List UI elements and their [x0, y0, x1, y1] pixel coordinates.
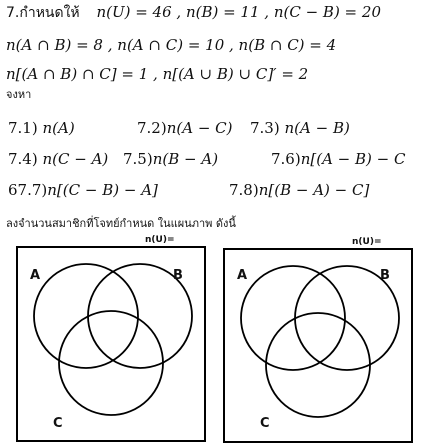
question-7-5: 7.5)n(B − A): [123, 150, 219, 168]
venn-diagram-2: [223, 248, 413, 443]
set-label-c: C: [260, 416, 270, 431]
given-line-1: [6, 3, 381, 22]
question-7-8: 7.8)n[(B − A) − C]: [229, 181, 370, 199]
set-label-c: C: [53, 416, 63, 431]
problem-prefix: 7.กำหนดให้: [6, 5, 80, 21]
circle-a: [241, 266, 345, 370]
question-7-7: 67.7)n[(C − B) − A]: [8, 181, 158, 199]
set-label-b: B: [380, 268, 390, 283]
circle-a: [34, 264, 138, 368]
set-label-a: A: [237, 268, 248, 283]
find-label: จงหา: [6, 88, 32, 101]
circle-c: [266, 313, 370, 417]
universe-count-label: n(U)=: [145, 235, 175, 245]
question-7-3: 7.3) n(A − B): [250, 119, 350, 137]
circle-c: [59, 311, 163, 415]
question-7-6: 7.6)n[(A − B) − C: [271, 150, 406, 168]
set-label-b: B: [173, 268, 183, 283]
given-universe-values: n(U) = 46 , n(B) = 11 , n(C − B) = 20: [96, 3, 381, 21]
question-7-2: 7.2)n(A − C): [137, 119, 233, 137]
universe-count-label: n(U)=: [352, 237, 382, 247]
set-label-a: A: [30, 268, 41, 283]
question-7-1: 7.1) n(A): [8, 119, 75, 137]
question-7-4: 7.4) n(C − A): [8, 150, 109, 168]
given-line-2: n(A ∩ B) = 8 , n(A ∩ C) = 10 , n(B ∩ C) = 4: [6, 36, 337, 54]
given-line-3: n[(A ∩ B) ∩ C] = 1 , n[(A ∪ B) ∪ C]′ = 2: [6, 65, 309, 83]
venn-diagram-1: [16, 246, 206, 442]
instruction-text: ลงจำนวนสมาชิกที่โจทย์กำหนด ในแผนภาพ ดังนี้: [6, 217, 236, 230]
